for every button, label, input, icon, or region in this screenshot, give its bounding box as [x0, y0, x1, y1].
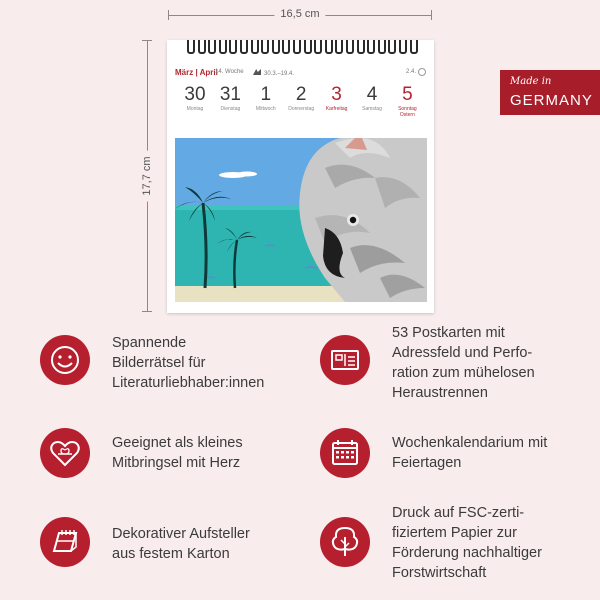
spiral-ring	[304, 40, 312, 54]
day-name: Mittwoch	[255, 106, 276, 112]
spiral-ring	[272, 40, 280, 54]
circle-icon	[418, 68, 426, 76]
feature-text-6: Druck auf FSC-zerti- fiziertem Papier zur Förderung nachhaltiger Forstwirtschaft	[392, 505, 542, 581]
spiral-ring	[367, 40, 375, 54]
day-name: Karfreitag	[325, 106, 348, 112]
day-number: 5	[402, 84, 413, 105]
feature-text-3: Geeignet als kleines Mitbringsel mit Herz	[112, 435, 243, 471]
spiral-ring	[325, 40, 333, 54]
date-marker: 2.4.	[405, 69, 416, 75]
spiral-ring	[335, 40, 343, 54]
calendar-day	[177, 84, 213, 112]
calendar-day	[212, 84, 248, 112]
calendar-day	[283, 84, 319, 112]
spiral-ring	[282, 40, 290, 54]
spiral-ring	[219, 40, 227, 54]
day-number: 31	[219, 84, 241, 105]
heart-gift-icon	[40, 428, 90, 478]
day-number: 30	[184, 84, 206, 105]
day-name: Samstag	[362, 106, 382, 112]
feature-text-4: Wochenkalendarium mit Feiertagen	[392, 435, 548, 471]
spiral-ring	[378, 40, 386, 54]
height-dimension	[140, 40, 154, 312]
feature-text-5: Dekorativer Aufsteller aus festem Karton	[112, 526, 250, 562]
spiral-binding	[187, 40, 417, 52]
spiral-ring	[357, 40, 365, 54]
day-name: Dienstag	[220, 106, 241, 112]
spiral-ring	[346, 40, 354, 54]
calendar-picture	[175, 138, 427, 302]
spiral-ring	[251, 40, 259, 54]
spiral-ring	[198, 40, 206, 54]
spiral-ring	[208, 40, 216, 54]
month-label: März | April	[175, 68, 218, 77]
spiral-ring	[187, 40, 195, 54]
calendar-day	[389, 84, 425, 118]
badge-made-in: Made in	[510, 76, 552, 87]
moon-phase-icon	[253, 69, 261, 75]
badge-country: GERMANY	[510, 92, 593, 109]
week-label: 14. Woche	[215, 69, 244, 75]
day-number: 1	[260, 84, 272, 105]
width-dimension	[168, 8, 432, 22]
spiral-ring	[240, 40, 248, 54]
feature-text-2: 53 Postkarten mit Adressfeld und Perfo- ration zum mühelosen Heraustrennen	[392, 325, 535, 401]
day-name: Montag	[186, 106, 204, 112]
feature-text-1: Spannende Bilderrätsel für Literaturliebhaber:innen	[112, 335, 265, 391]
spiral-ring	[261, 40, 269, 54]
calendar-header	[175, 68, 426, 80]
spiral-ring	[314, 40, 322, 54]
day-number: 2	[295, 84, 307, 105]
calendar-icon	[320, 428, 370, 478]
spiral-ring	[229, 40, 237, 54]
spiral-ring	[410, 40, 418, 54]
tree-icon	[320, 517, 370, 567]
height-label: 17,7 cm	[141, 150, 153, 201]
spiral-ring	[293, 40, 301, 54]
calendar-product	[167, 40, 434, 313]
week-days	[177, 84, 424, 120]
day-name: Donnerstag	[288, 106, 315, 112]
calendar-day	[319, 84, 355, 112]
day-name: Sonntag Ostern	[398, 106, 417, 118]
day-number: 4	[366, 84, 378, 105]
calendar-day	[248, 84, 284, 112]
desk-calendar-icon	[40, 517, 90, 567]
smiley-icon	[40, 335, 90, 385]
date-range: 30.3.–19.4.	[253, 69, 294, 77]
made-in-germany-badge	[500, 70, 600, 115]
spiral-ring	[399, 40, 407, 54]
day-number: 3	[331, 84, 342, 105]
spiral-ring	[388, 40, 396, 54]
postcard-icon	[320, 335, 370, 385]
calendar-day	[354, 84, 390, 112]
width-label: 16,5 cm	[274, 8, 325, 20]
